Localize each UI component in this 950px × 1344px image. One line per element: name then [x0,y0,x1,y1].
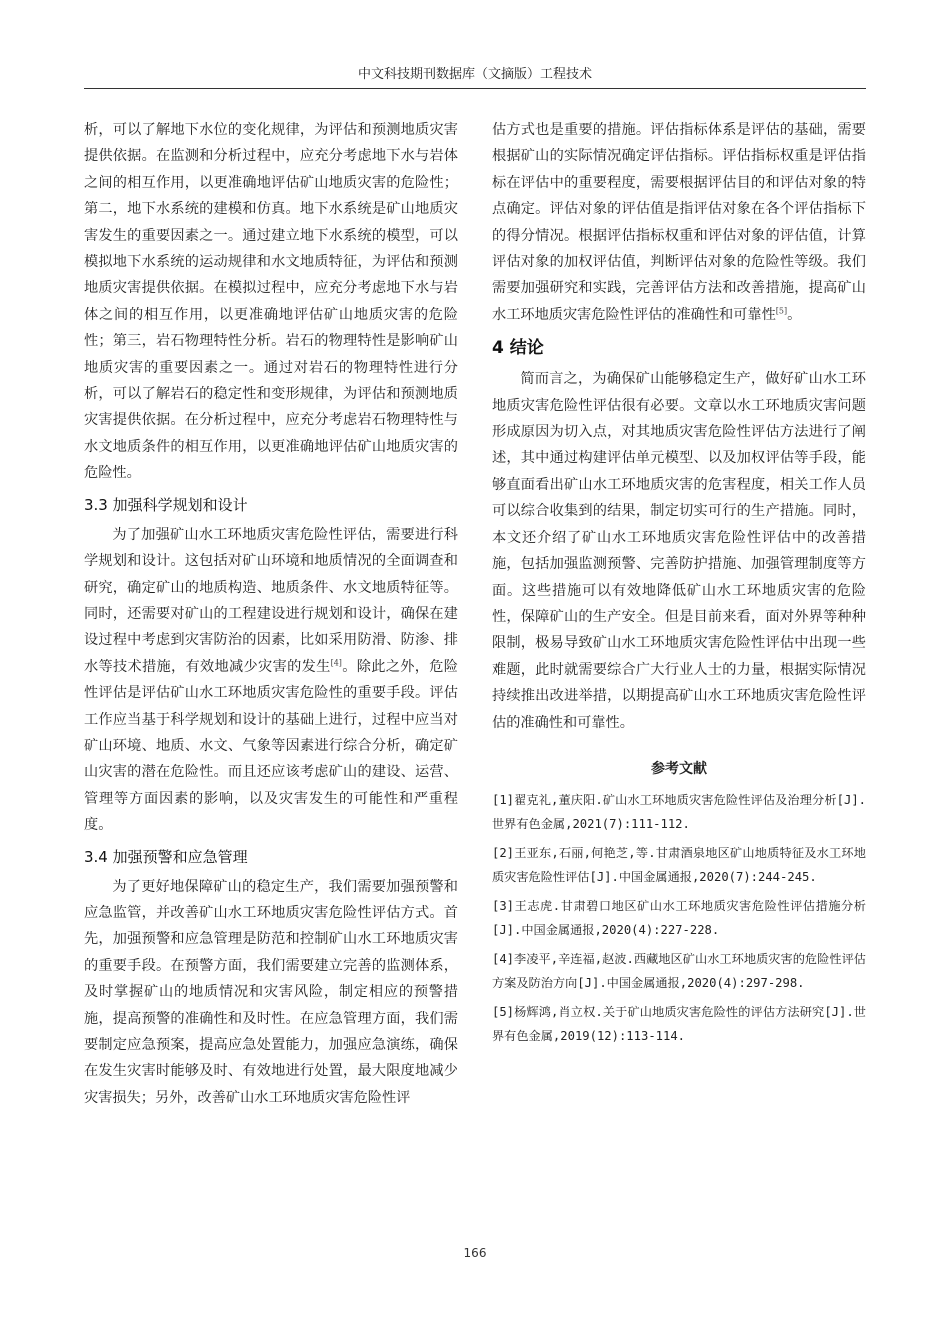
section-heading-4: 4 结论 [492,338,544,359]
citation-mark: [5] [775,306,788,316]
reference-item: [4]李凌平,辛连福,赵波.西藏地区矿山水工环地质灾害的危险性评估方案及防治方向[J].中国金属通报,2020(4):297-298. [492,951,866,991]
running-header: 中文科技期刊数据库（文摘版）工程技术 [84,62,866,89]
paragraph: 为了更好地保障矿山的稳定生产，我们需要加强预警和应急监管，并改善矿山水工环地质灾害危险性评估方式。首先，加强预警和应急管理是防范和控制矿山水工环地质灾害的重要手段。在预警方面，我们需要建立完善的监测体系，及时掌握矿山的地质情况和灾害风险，制定相应的预警措施，提高预警的准确性和及时性。在应急管理方面，我们需要制定应急预案，提高应急处置能力，加强应急演练，确保在发生灾害时能够及时、有效地进行处置，最大限度地减少灾害损失；另外，改善矿山水工环地质灾害危险性评 [84,878,458,1106]
paragraph-text: 为了加强矿山水工环地质灾害危险性评估，需要进行科学规划和设计。这包括对矿山环境和地质情况的全面调查和研究，确定矿山的地质构造、地质条件、水文地质特征等。同时，还需要对矿山的工程建设进行规划和设计，确保在建设过程中考虑到灾害防治的因素，比如采用防滑、防渗、排水等技术措施，有效地减少灾害的发生 [84,526,458,675]
paragraph-text: 估方式也是重要的措施。评估指标体系是评估的基础，需要根据矿山的实际情况确定评估指标。评估指标权重是评估指标在评估中的重要程度，需要根据评估目的和评估对象的特点确定。评估对象的评估值是指评估对象在各个评估指标下的得分情况。根据评估指标权重和评估对象的评估值，计算评估对象的加权评估值，判断评估对象的危险性等级。我们需要加强研究和实践，完善评估方法和改善措施，提高矿山水工环地质灾害危险性评估的准确性和可靠性 [492,122,866,323]
reference-item: [1]翟克礼,董庆阳.矿山水工环地质灾害危险性评估及治理分析[J].世界有色金属,2021(7):111-112. [492,792,866,832]
left-column [84,117,458,1111]
page-number: 166 [463,1246,487,1260]
section-heading-3-3: 3.3 加强科学规划和设计 [84,495,248,514]
paragraph [84,522,458,839]
references-title: 参考文献 [651,760,707,777]
citation-mark: [4] [330,657,342,667]
reference-item: [5]杨辉鸿,肖立权.关于矿山地质灾害危险性的评估方法研究[J].世界有色金属,2019(12):113-114. [492,1004,866,1044]
reference-item: [3]王志虎.甘肃碧口地区矿山水工环地质灾害危险性评估措施分析[J].中国金属通报,2020(4):227-228. [492,898,866,938]
right-column [492,117,866,1053]
paragraph: 析，可以了解地下水位的变化规律，为评估和预测地质灾害提供依据。在监测和分析过程中，应充分考虑地下水与岩体之间的相互作用，以更准确地评估矿山地质灾害的危险性；第二，地下水系统的建模和仿真。地下水系统是矿山地质灾害发生的重要因素之一。通过建立地下水系统的模型，可以模拟地下水系统的运动规律和水文地质特征，为评估和预测地质灾害提供依据。在模拟过程中，应充分考虑地下水与岩体之间的相互作用，以更准确地评估矿山地质灾害的危险性；第三，岩石物理特性分析。岩石的物理特性是影响矿山地质灾害的重要因素之一。通过对岩石的物理特性进行分析，可以了解岩石的稳定性和变形规律，为评估和预测地质灾害提供依据。在分析过程中，应充分考虑岩石物理特性与水文地质条件的相互作用，以更准确地评估矿山地质灾害的危险性。 [84,122,458,482]
paragraph: 简而言之，为确保矿山能够稳定生产，做好矿山水工环地质灾害危险性评估很有必要。文章以水工环地质灾害问题形成原因为切入点，对其地质灾害危险性评估方法进行了阐述，其中通过构建评估单元模型、以及加权评估等手段，能够直面看出矿山水工环地质灾害的危害程度，相关工作人员可以综合收集到的结果，制定切实可行的生产措施。同时，本文还介绍了矿山水工环地质灾害危险性评估中的改善措施，包括加强监测预警、完善防护措施、加强管理制度等方面。这些措施可以有效地降低矿山水工环地质灾害的危险性，保障矿山的生产安全。但是目前来看，面对外界等种种限制，极易导致矿山水工环地质灾害危险性评估中出现一些难题，此时就需要综合广大行业人士的力量，根据实际情况持续推出改进举措，以期提高矿山水工环地质灾害危险性评估的准确性和可靠性。 [492,371,866,731]
paragraph-text: 。 [787,306,802,323]
section-heading-3-4: 3.4 加强预警和应急管理 [84,847,248,866]
reference-item: [2]王亚东,石丽,何艳芝,等.甘肃酒泉地区矿山地质特征及水工环地质灾害危险性评估[J].中国金属通报,2020(7):244-245. [492,845,866,885]
paragraph-text: 。除此之外，危险性评估是评估矿山水工环地质灾害危险性的重要手段。评估工作应当基于科学规划和设计的基础上进行，过程中应当对矿山环境、地质、水文、气象等因素进行综合分析，确定矿山灾害的潜在危险性。而且还应该考虑矿山的建设、运营、管理等方面因素的影响，以及灾害发生的可能性和严重程度。 [84,658,458,834]
paragraph [492,117,866,328]
